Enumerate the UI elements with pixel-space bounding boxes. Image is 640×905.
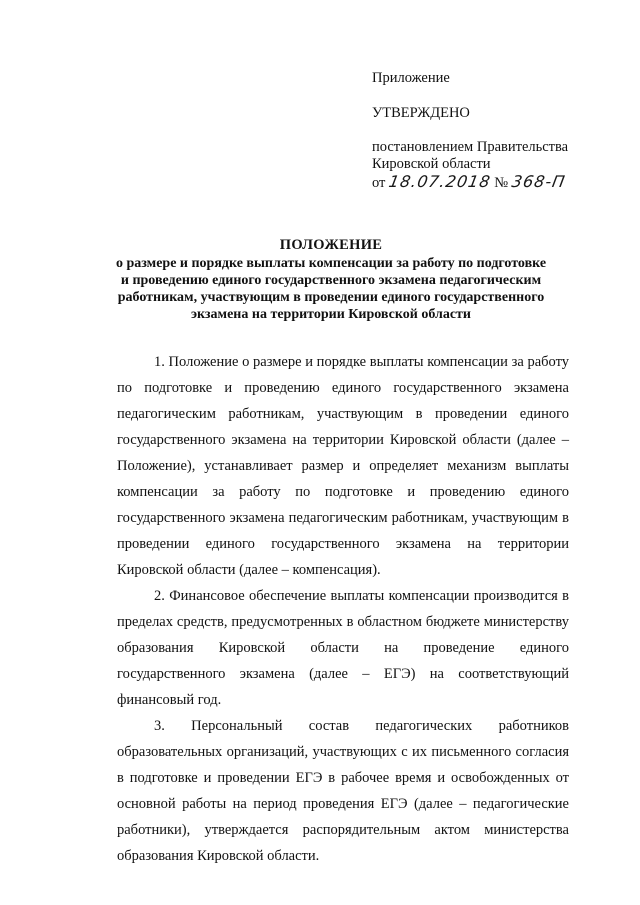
date-prefix: от	[372, 175, 386, 191]
title-line-3: работникам, участвующим в проведении единого государственного	[117, 290, 545, 305]
paragraph-1: 1. Положение о размере и порядке выплаты компенсации за работу по подготовке и проведению единого государственного экзамена педагогическим работникам, участвующим в проведении единого государственного экзамена на территории Кировской области (далее – Положение), устанавливает размер и определяет механизм выплаты компенсации за работу по подготовке и проведению единого государственного экзамена педагогическим работникам, участвующим в проведении единого государственного экзамена на территории Кировской области (далее – компенсация).	[117, 354, 569, 578]
title-line-4: экзамена на территории Кировской области	[191, 307, 471, 322]
number-sign: №	[494, 175, 509, 191]
paragraph-2: 2. Финансовое обеспечение выплаты компенсации производится в пределах средств, предусмотренных в областном бюджете министерству образования Кировской области на проведение единого государственного экзамена (далее – ЕГЭ) на соответствующий финансовый год.	[117, 588, 569, 708]
title-main: ПОЛОЖЕНИЕ	[279, 237, 383, 253]
document-body	[117, 349, 569, 869]
approved-label: УТВЕРЖДЕНО	[372, 105, 470, 121]
approval-header	[372, 70, 612, 192]
title-line-1: о размере и порядке выплаты компенсации за работу по подготовке	[115, 256, 547, 271]
decree-line-1: постановлением Правительства	[372, 139, 569, 155]
appendix-label: Приложение	[372, 70, 450, 86]
handwritten-date: 18.07.2018	[387, 172, 493, 191]
document-title	[100, 237, 562, 323]
handwritten-number: 368-П	[510, 172, 567, 191]
decree-date-line	[372, 173, 612, 192]
paragraph-3: 3. Персональный состав педагогических работников образовательных организаций, участвующих с их письменного согласия в подготовке и проведении ЕГЭ в рабочее время и освобожденных от основной работы на период проведения ЕГЭ (далее – педагогические работники), утверждается распорядительным актом министерства образования Кировской области.	[117, 718, 569, 864]
title-line-2: и проведению единого государственного экзамена педагогическим	[120, 273, 542, 288]
decree-line-2: Кировской области	[372, 156, 491, 172]
